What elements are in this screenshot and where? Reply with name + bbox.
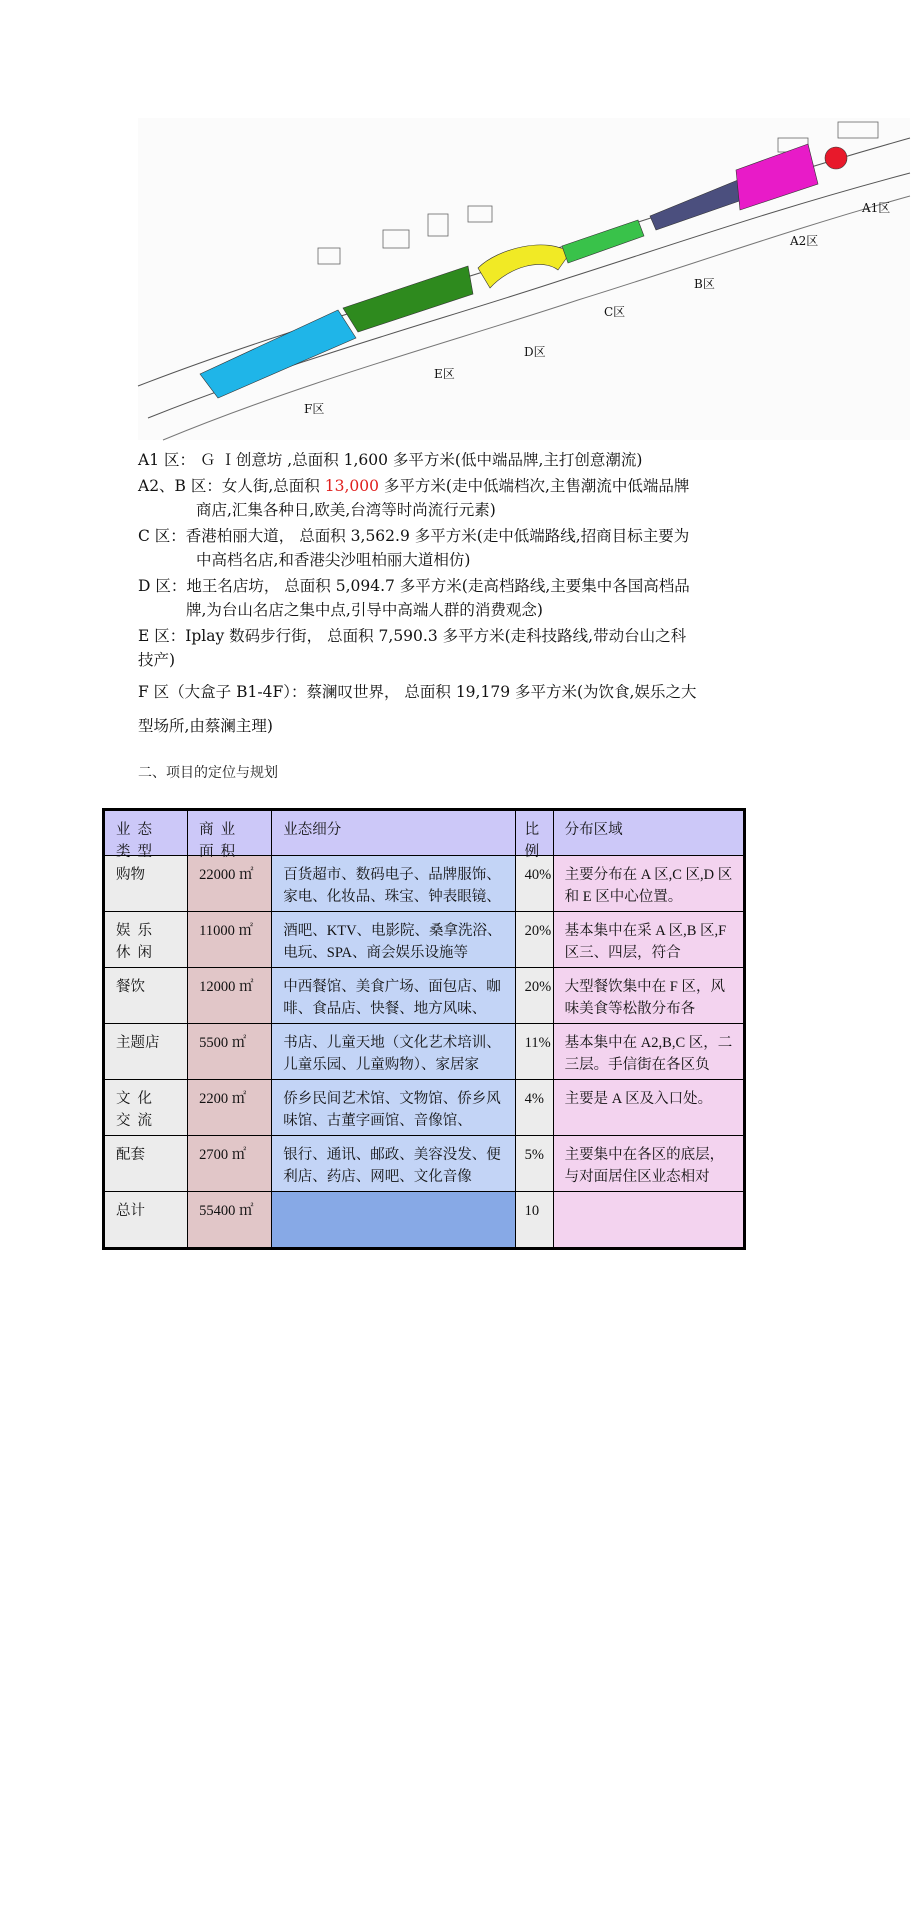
zone-text-cont: 牌,为台山名店之集中点,引导中高端人群的消费观念) — [186, 601, 543, 619]
cell-area: 22000 ㎡ — [188, 856, 272, 912]
cell-ratio: 5% — [515, 1136, 553, 1192]
cell-ratio: 40% — [515, 856, 553, 912]
cell-area: 12000 ㎡ — [188, 968, 272, 1024]
zone-text-cont: 商店,汇集各种日,欧美,台湾等时尚流行元素) — [196, 501, 496, 519]
cell-ratio: 10 — [515, 1192, 553, 1249]
header-dist: 分布区域 — [553, 810, 744, 856]
cell-ratio: 11% — [515, 1024, 553, 1080]
table-body — [104, 856, 745, 1249]
zone-label: D 区： — [138, 577, 187, 595]
zone-text-after: 多平方米(走中低端档次,主售潮流中低端品牌 — [378, 477, 690, 495]
cell-detail: 酒吧、KTV、电影院、桑拿洗浴、电玩、SPA、商会娱乐设施等 — [272, 912, 515, 968]
table-row — [104, 1192, 745, 1249]
label-b: B区 — [694, 277, 715, 291]
zone-descriptions — [138, 448, 788, 740]
label-e: E区 — [434, 367, 455, 381]
zone-label: A2、B 区： — [138, 477, 222, 495]
site-plan-drawing — [138, 118, 910, 440]
cell-area: 2200 ㎡ — [188, 1080, 272, 1136]
zone-text: 香港柏丽大道， 总面积 3,562.9 多平方米(走中低端路线,招商目标主要为 — [185, 527, 690, 545]
header-detail: 业态细分 — [272, 810, 515, 856]
table-row — [104, 1024, 745, 1080]
zone-text: Ｇ Ｉ创意坊 ,总面积 1,600 多平方米(低中端品牌,主打创意潮流) — [194, 451, 643, 469]
positioning-table-wrap — [102, 808, 748, 1930]
cell-ratio: 20% — [515, 912, 553, 968]
cell-detail: 书店、儿童天地（文化艺术培训、儿童乐园、儿童购物）、家居家 — [272, 1024, 515, 1080]
cell-type: 餐饮 — [104, 968, 188, 1024]
cell-detail: 百货超市、数码电子、品牌服饰、家电、化妆品、珠宝、钟表眼镜、 — [272, 856, 515, 912]
cell-type: 购物 — [104, 856, 188, 912]
cell-dist: 主要是 A 区及入口处。 — [553, 1080, 744, 1136]
cell-area: 2700 ㎡ — [188, 1136, 272, 1192]
zone-d-desc — [138, 574, 788, 622]
zone-text: Iplay 数码步行街， 总面积 7,590.3 多平方米(走科技路线,带动台山之科 — [185, 627, 687, 645]
cell-type: 娱乐休闲 — [104, 912, 188, 968]
zone-text: 蔡澜叹世界， 总面积 19,179 多平方米(为饮食,娱乐之大 — [306, 683, 697, 701]
label-c: C区 — [604, 305, 626, 319]
cell-type: 总计 — [104, 1192, 188, 1249]
zone-text-cont: 型场所,由蔡澜主理) — [138, 717, 273, 735]
zone-a1-shape — [825, 147, 847, 169]
label-a1: A1区 — [862, 201, 891, 215]
table-row — [104, 968, 745, 1024]
zone-a2b-desc — [138, 474, 788, 522]
zone-label: A1 区： — [138, 451, 195, 469]
cell-type: 文化交流 — [104, 1080, 188, 1136]
cell-dist: 大型餐饮集中在 F 区，风味美食等松散分布各 — [553, 968, 744, 1024]
cell-dist: 基本集中在采 A 区,B 区,F 区三、四层，符合 — [553, 912, 744, 968]
cell-area: 11000 ㎡ — [188, 912, 272, 968]
area-highlight: 13,000 — [324, 477, 379, 495]
zone-label: F 区（大盒子 B1-4F）： — [138, 683, 307, 701]
zone-label: E 区： — [138, 627, 186, 645]
cell-detail: 中西餐馆、美食广场、面包店、咖啡、食品店、快餐、地方风味、 — [272, 968, 515, 1024]
table-header-row — [104, 810, 745, 856]
zone-text: 地王名店坊， 总面积 5,094.7 多平方米(走高档路线,主要集中各国高档品 — [186, 577, 690, 595]
cell-type: 配套 — [104, 1136, 188, 1192]
cell-area: 55400 ㎡ — [188, 1192, 272, 1249]
cell-ratio: 4% — [515, 1080, 553, 1136]
label-f: F区 — [304, 402, 325, 416]
cell-dist: 基本集中在 A2,B,C 区，二三层。手信街在各区负 — [553, 1024, 744, 1080]
table-row — [104, 1136, 745, 1192]
zone-e-desc — [138, 624, 788, 672]
zone-label: C 区： — [138, 527, 186, 545]
cell-ratio: 20% — [515, 968, 553, 1024]
cell-area: 5500 ㎡ — [188, 1024, 272, 1080]
label-d: D区 — [524, 345, 546, 359]
zone-text: 女人街,总面积 — [221, 477, 325, 495]
header-ratio: 比例 — [515, 810, 553, 856]
site-plan-map — [138, 118, 910, 440]
cell-detail: 侨乡民间艺术馆、文物馆、侨乡风味馆、古董字画馆、音像馆、 — [272, 1080, 515, 1136]
cell-dist: 主要集中在各区的底层，与对面居住区业态相对 — [553, 1136, 744, 1192]
zone-f-desc — [138, 680, 788, 738]
zone-a1-desc — [138, 448, 788, 472]
zone-text-cont: 技产) — [138, 651, 176, 669]
cell-dist: 主要分布在 A 区,C 区,D 区和 E 区中心位置。 — [553, 856, 744, 912]
table-row — [104, 912, 745, 968]
zone-text-cont: 中高档名店,和香港尖沙咀柏丽大道相仿) — [196, 551, 471, 569]
cell-dist — [553, 1192, 744, 1249]
table-row — [104, 1080, 745, 1136]
zone-c-desc — [138, 524, 788, 572]
table-row — [104, 856, 745, 912]
section-title: 二、项目的定位与规划 — [138, 765, 278, 781]
cell-detail: 银行、通讯、邮政、美容没发、便利店、药店、网吧、文化音像 — [272, 1136, 515, 1192]
positioning-table — [102, 808, 746, 1250]
label-a2: A2区 — [790, 234, 819, 248]
header-type: 业态类型 — [104, 810, 188, 856]
cell-type: 主题店 — [104, 1024, 188, 1080]
cell-detail — [272, 1192, 515, 1249]
header-area: 商业面积 — [188, 810, 272, 856]
